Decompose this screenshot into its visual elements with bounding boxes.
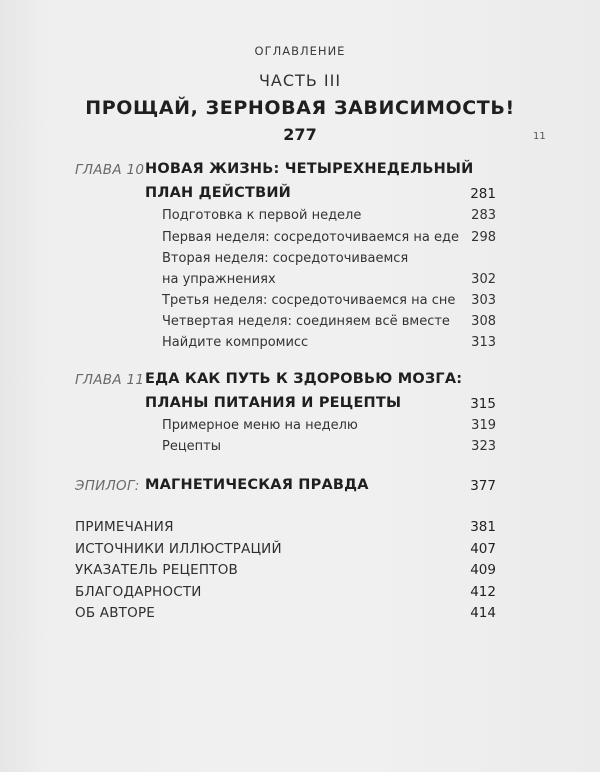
toc-section-title: Найдите компромисс (162, 335, 309, 350)
toc-section-page: 323 (471, 439, 496, 454)
toc-section-page: 319 (471, 418, 496, 433)
chapter-11-page: 315 (470, 396, 496, 412)
part-page-number: 277 (283, 125, 317, 144)
back-matter-title: УКАЗАТЕЛЬ РЕЦЕПТОВ (75, 562, 238, 578)
toc-section-title: Подготовка к первой неделе (162, 208, 362, 223)
back-matter-title: ИСТОЧНИКИ ИЛЛЮСТРАЦИЙ (75, 541, 282, 557)
toc-section-title: Рецепты (162, 439, 222, 454)
back-matter-page: 414 (470, 605, 496, 621)
epilogue-page: 377 (470, 478, 496, 494)
folio-page-number: 11 (533, 131, 546, 142)
part-label: ЧАСТЬ III (258, 71, 342, 90)
chapter-10-page: 281 (470, 186, 496, 202)
toc-section-title: на упражнениях (162, 272, 276, 287)
back-matter-page: 381 (470, 519, 496, 535)
toc-section-title: Первая неделя: сосредоточиваемся на еде (162, 230, 459, 245)
back-matter-title: ПРИМЕЧАНИЯ (75, 519, 174, 535)
toc-section-title: Примерное меню на неделю (162, 418, 358, 433)
running-head: ОГЛАВЛЕНИЕ (254, 44, 346, 58)
toc-section-title: Четвертая неделя: соединяем всё вместе (162, 314, 450, 329)
back-matter-page: 409 (470, 562, 496, 578)
toc-section-title: Третья неделя: сосредоточиваемся на сне (162, 293, 456, 308)
toc-section-title: Вторая неделя: сосредоточиваемся (162, 251, 409, 266)
part-title: ПРОЩАЙ, ЗЕРНОВАЯ ЗАВИСИМОСТЬ! (85, 97, 515, 119)
back-matter-title: БЛАГОДАРНОСТИ (75, 584, 202, 600)
chapter-11-title-line1: ЕДА КАК ПУТЬ К ЗДОРОВЬЮ МОЗГА: (145, 371, 463, 387)
toc-section-page: 313 (471, 335, 496, 350)
chapter-11-label: ГЛАВА 11 (75, 372, 145, 388)
chapter-11-title-line2: ПЛАНЫ ПИТАНИЯ И РЕЦЕПТЫ (145, 395, 402, 411)
chapter-10-title-line2: ПЛАН ДЕЙСТВИЙ (145, 185, 291, 201)
epilogue-title: МАГНЕТИЧЕСКАЯ ПРАВДА (145, 477, 369, 493)
toc-section-page: 302 (471, 272, 496, 287)
back-matter-title: ОБ АВТОРЕ (75, 605, 156, 621)
epilogue-label: ЭПИЛОГ: (75, 478, 140, 494)
toc-section-page: 283 (471, 208, 496, 223)
toc-section-page: 308 (471, 314, 496, 329)
toc-section-page: 303 (471, 293, 496, 308)
toc-section-page: 298 (471, 230, 496, 245)
chapter-10-title-line1: НОВАЯ ЖИЗНЬ: ЧЕТЫРЕХНЕДЕЛЬНЫЙ (145, 161, 474, 177)
chapter-10-label: ГЛАВА 10 (75, 162, 145, 178)
back-matter-page: 407 (470, 541, 496, 557)
back-matter-page: 412 (470, 584, 496, 600)
